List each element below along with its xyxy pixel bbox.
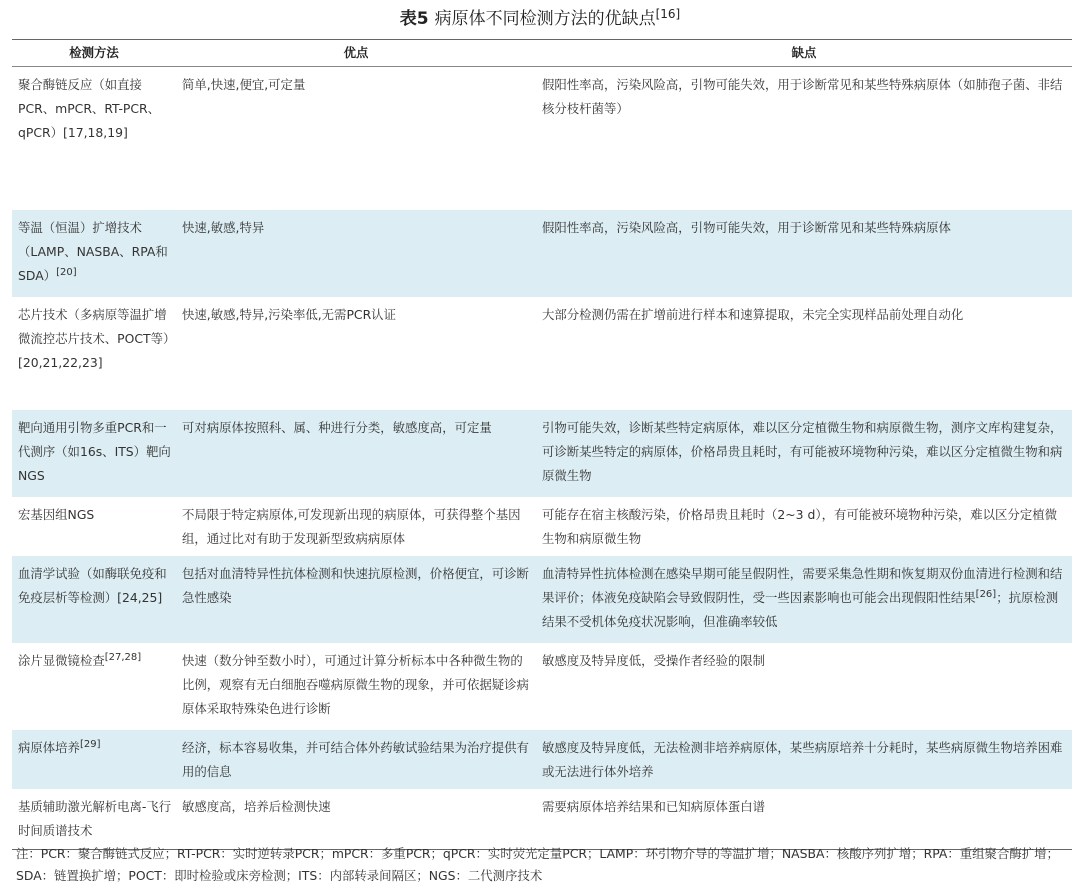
cons-text: 引物可能失效，诊断某些特定病原体，难以区分定植微生物和病原微生物，测序文库构建复杂，可诊断某些特定的病原体，价格昂贵且耗时，有可能被环境物种污染，难以区分定植微生物和病原微生物 (542, 419, 1063, 483)
cell-pros: 敏感度高，培养后检测快速 (176, 789, 536, 850)
method-reference[interactable]: [29] (79, 738, 101, 750)
cons-text-continued: ；抗原检测结果不受机体免疫状况影响，但准确率较低 (542, 589, 1059, 629)
cell-cons (536, 730, 1072, 789)
method-text: 涂片显微镜检查 (18, 652, 105, 668)
cell-cons (536, 643, 1072, 730)
cell-method (12, 67, 176, 210)
table-row (12, 730, 1072, 789)
comparison-table (12, 39, 1072, 850)
table-title-text: 病原体不同检测方法的优缺点 (434, 9, 656, 29)
cell-pros: 可对病原体按照科、属、种进行分类，敏感度高，可定量 (176, 410, 536, 497)
method-text: 等温（恒温）扩增技术（LAMP、NASBA、RPA和SDA） (18, 219, 168, 283)
cell-pros: 包括对血清特异性抗体检测和快速抗原检测，价格便宜，可诊断急性感染 (176, 556, 536, 643)
method-text: 血清学试验（如酶联免疫和免疫层析等检测）[24,25] (18, 565, 167, 605)
cell-method (12, 789, 176, 850)
title-reference[interactable]: [16] (655, 7, 681, 21)
cell-pros: 快速,敏感,特异 (176, 210, 536, 297)
cell-pros: 经济，标本容易收集，并可结合体外药敏试验结果为治疗提供有用的信息 (176, 730, 536, 789)
table-row (12, 297, 1072, 410)
cell-cons (536, 210, 1072, 297)
cons-text: 敏感度及特异度低，受操作者经验的限制 (542, 652, 766, 668)
cell-method (12, 643, 176, 730)
method-text: 聚合酶链反应（如直接PCR、mPCR、RT-PCR、qPCR）[17,18,19] (18, 77, 161, 140)
cons-text: 需要病原体培养结果和已知病原体蛋白谱 (542, 798, 766, 814)
cell-method (12, 297, 176, 410)
cell-method (12, 556, 176, 643)
table-row (12, 210, 1072, 297)
method-text: 基质辅助激光解析电离-飞行时间质谱技术 (18, 798, 172, 838)
column-header-pros: 优点 (176, 40, 536, 67)
method-text: 宏基因组NGS (18, 506, 95, 522)
cell-cons (536, 297, 1072, 410)
table-row (12, 556, 1072, 643)
cons-text: 敏感度及特异度低，无法检测非培养病原体，某些病原培养十分耗时，某些病原微生物培养困难或无法进行体外培养 (542, 739, 1063, 779)
table-label: 表5 (399, 9, 429, 29)
cons-reference[interactable]: [26] (975, 588, 997, 600)
cons-text: 可能存在宿主核酸污染，价格昂贵且耗时（2~3 d），有可能被环境物种污染，难以区分定植微生物和病原微生物 (542, 506, 1057, 546)
column-header-cons: 缺点 (536, 40, 1072, 67)
cell-cons (536, 556, 1072, 643)
cell-pros: 快速,敏感,特异,污染率低,无需PCR认证 (182, 306, 396, 322)
table-row (12, 497, 1072, 556)
column-header-method: 检测方法 (12, 40, 176, 67)
method-reference[interactable]: [27,28] (104, 651, 142, 663)
cell-cons (536, 410, 1072, 497)
method-text: 靶向通用引物多重PCR和一代测序（如16s、ITS）靶向NGS (18, 419, 171, 483)
cell-method (12, 210, 176, 297)
cell-pros: 不局限于特定病原体,可发现新出现的病原体，可获得整个基因组，通过比对有助于发现新型致病病原体 (182, 506, 521, 546)
cons-text: 假阳性率高，污染风险高，引物可能失效，用于诊断常见和某些特殊病原体（如肺孢子菌、非结核分枝杆菌等） (542, 77, 1063, 116)
cell-cons (536, 67, 1072, 210)
table-row (12, 410, 1072, 497)
method-text: 病原体培养 (18, 739, 80, 755)
cons-text: 血清特异性抗体检测在感染早期可能呈假阴性，需要采集急性期和恢复期双份血清进行检测和结果评价；体液免疫缺陷会导致假阴性，受一些因素影响也可能会出现假阳性结果 (542, 565, 1063, 605)
cell-method (12, 730, 176, 789)
table-footnote: 注：PCR：聚合酶链式反应；RT-PCR：实时逆转录PCR；mPCR：多重PCR；qPCR：实时荧光定量PCR；LAMP：环引物介导的等温扩增；NASBA：核酸序列扩增；RPA：重组聚合酶扩增；SDA：链置换扩增；POCT：即时检验或床旁检测；ITS：内部转录间隔区；NGS：二代测序技术 (16, 846, 1059, 883)
cell-cons (536, 497, 1072, 556)
method-reference[interactable]: [20] (56, 266, 77, 278)
table-row (12, 789, 1072, 850)
cons-text: 大部分检测仍需在扩增前进行样本和速算提取，未完全实现样品前处理自动化 (542, 306, 964, 322)
table-row (12, 643, 1072, 730)
table-title (0, 8, 1080, 30)
cell-pros: 简单,快速,便宜,可定量 (182, 77, 306, 92)
cell-method (12, 410, 176, 497)
method-text: 芯片技术（多病原等温扩增微流控芯片技术、POCT等）[20,21,22,23] (18, 306, 170, 370)
cell-pros: 快速（数分钟至数小时），可通过计算分析标本中各种微生物的比例，观察有无白细胞吞噬病原微生物的现象，并可依据疑诊病原体采取特殊染色进行诊断 (182, 652, 529, 716)
cell-cons (536, 789, 1072, 850)
cell-method (12, 497, 176, 556)
table-row (12, 67, 1072, 210)
table-body (12, 67, 1072, 850)
cons-text: 假阳性率高，污染风险高，引物可能失效，用于诊断常见和某些特殊病原体 (542, 219, 951, 235)
table-header-row (12, 40, 1072, 67)
